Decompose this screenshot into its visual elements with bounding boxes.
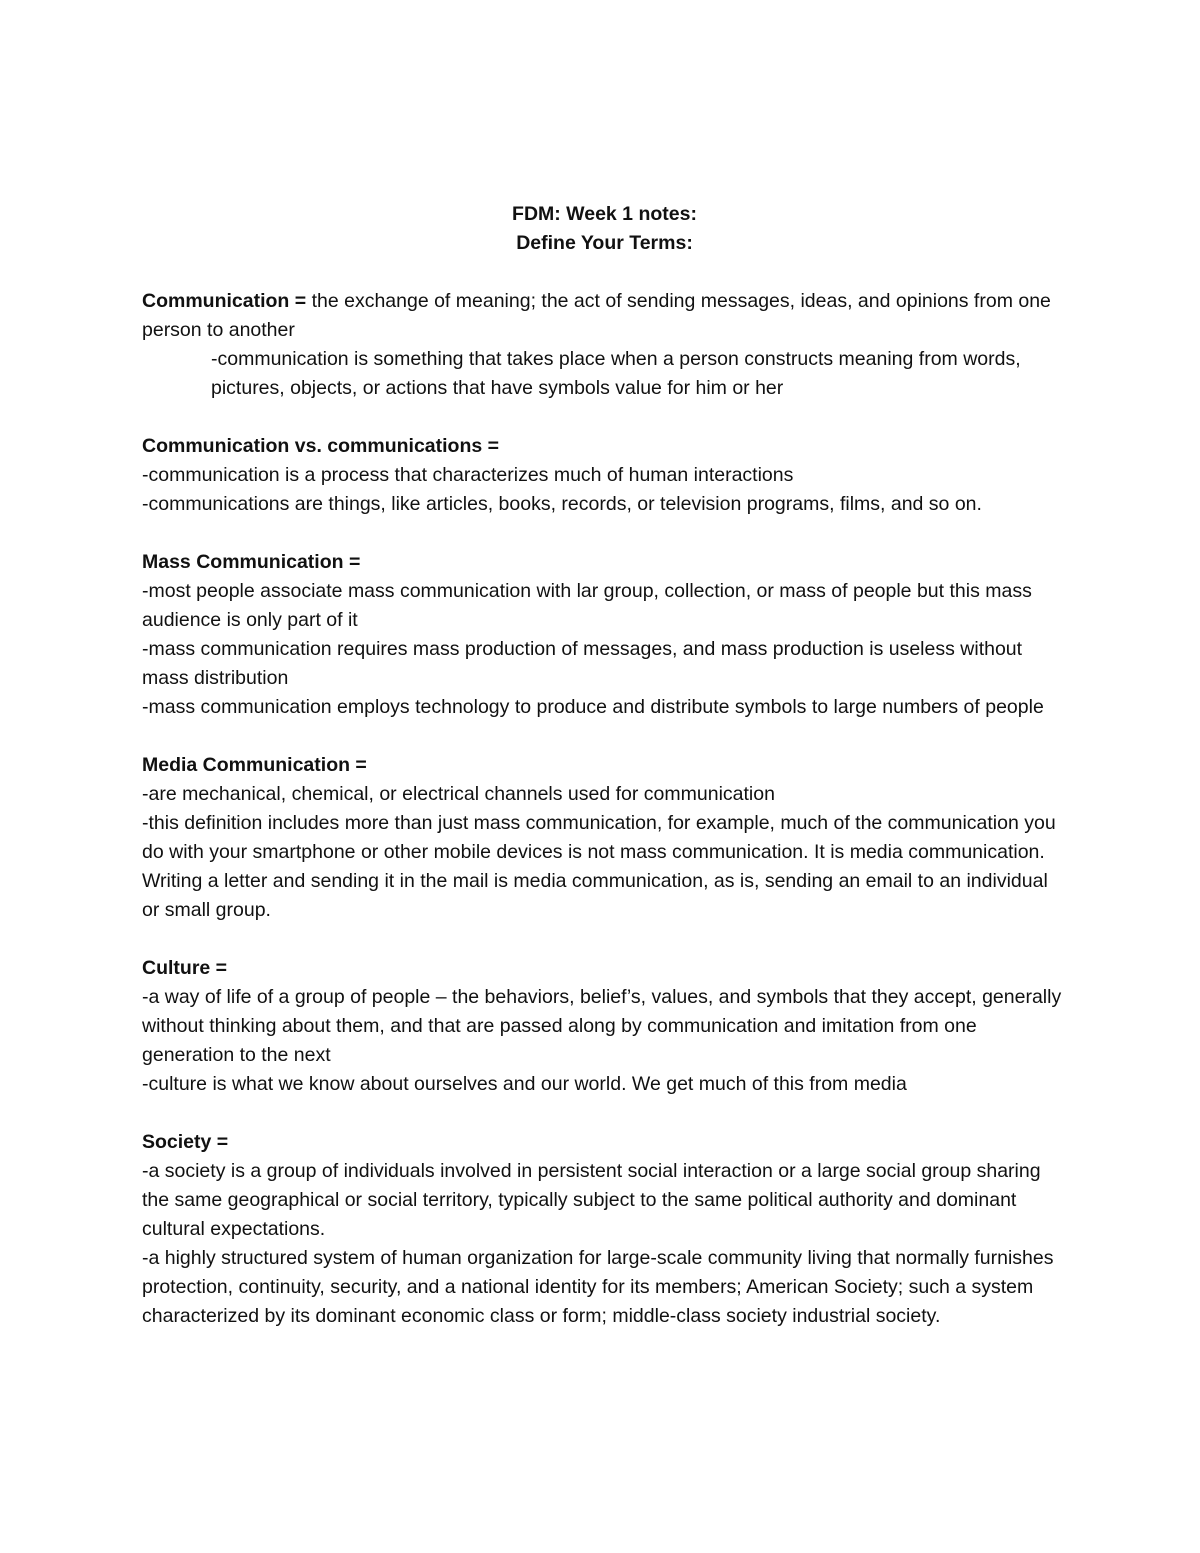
definition-point: -a way of life of a group of people – the behaviors, belief’s, values, and symbols that they accept, generally without thinking about them, and that are passed along by communication and imitation from one generation to the next (142, 986, 1062, 1066)
term-label: Mass Communication = (142, 551, 361, 573)
document-title: FDM: Week 1 notes: (512, 203, 697, 225)
section-society (142, 1128, 1067, 1331)
document-subtitle: Define Your Terms: (516, 232, 693, 254)
section-media-communication (142, 751, 1067, 925)
definition-point: -culture is what we know about ourselves and our world. We get much of this from media (142, 1073, 907, 1095)
term-label: Society = (142, 1131, 229, 1153)
definition-point: -a society is a group of individuals involved in persistent social interaction or a large social group sharing the same geographical or social territory, typically subject to the same political authority and dominant cultural expectations. (142, 1160, 1041, 1240)
definition-point: -communications are things, like articles, books, records, or television programs, films, and so on. (142, 493, 982, 515)
section-mass-communication (142, 548, 1067, 722)
definition-point: -mass communication employs technology to produce and distribute symbols to large numbers of people (142, 696, 1044, 718)
document-page (142, 200, 1067, 1360)
definition-point: -are mechanical, chemical, or electrical channels used for communication (142, 783, 775, 805)
section-communication-vs-communications (142, 432, 1067, 519)
document-header (142, 200, 1067, 258)
term-label: Media Communication = (142, 754, 367, 776)
term-label: Culture = (142, 957, 228, 979)
definition-point: -a highly structured system of human organization for large-scale community living that normally furnishes protection, continuity, security, and a national identity for its members; American Society; such a system characterized by its dominant economic class or form; middle-class society industrial society. (142, 1247, 1054, 1327)
definition-point: -communication is something that takes place when a person constructs meaning from words, pictures, objects, or actions that have symbols value for him or her (211, 348, 1021, 399)
term-label: Communication vs. communications = (142, 435, 500, 457)
definition-point: -mass communication requires mass production of messages, and mass production is useless without mass distribution (142, 638, 1023, 689)
definition-point: -most people associate mass communication with lar group, collection, or mass of people but this mass audience is only part of it (142, 580, 1032, 631)
definition-line (142, 287, 1067, 345)
definition-point: -communication is a process that characterizes much of human interactions (142, 464, 794, 486)
section-culture (142, 954, 1067, 1099)
definition-point: -this definition includes more than just mass communication, for example, much of the communication you do with your smartphone or other mobile devices is not mass communication. It is media communication. Writing a letter and sending it in the mail is media communication, as is, sending an email to an individual or small group. (142, 812, 1056, 921)
section-communication (142, 287, 1067, 403)
definition-text: the exchange of meaning; the act of sending messages, ideas, and opinions from one person to another (142, 290, 1051, 341)
term-label: Communication = (142, 290, 307, 312)
